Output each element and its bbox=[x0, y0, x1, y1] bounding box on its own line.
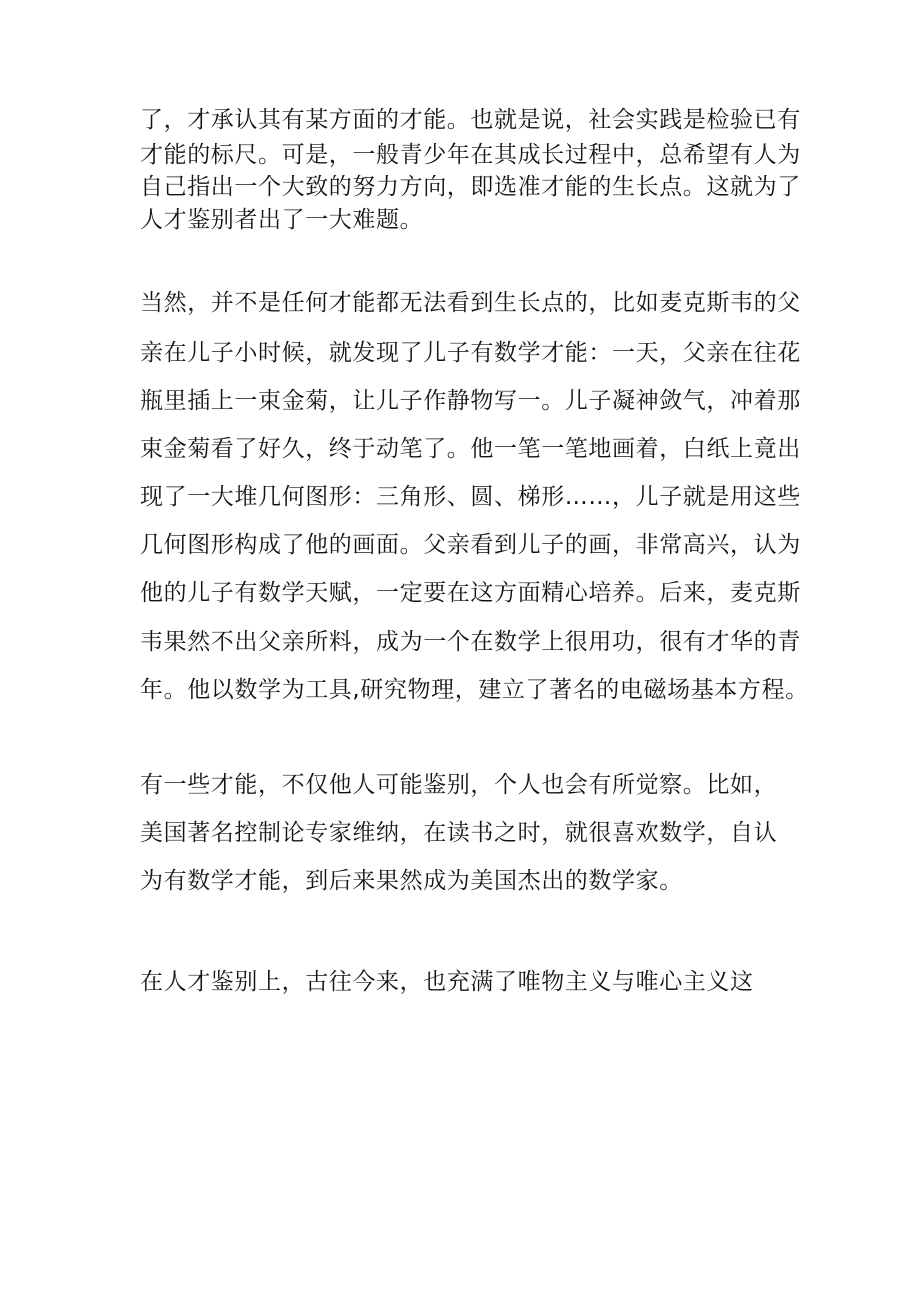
paragraph-3-line-1: 有一些才能，不仅他人可能鉴别，个人也会有所觉察。比如， bbox=[140, 772, 778, 798]
paragraph-2-line-8: 韦果然不出父亲所料，成为一个在数学上很用功，很有才华的青 bbox=[140, 629, 801, 655]
paragraph-2-line-2: 亲在儿子小时候，就发现了儿子有数学才能：一天，父亲在往花 bbox=[140, 340, 801, 366]
paragraph-2-line-3: 瓶里插上一束金菊，让儿子作静物写一。儿子凝神敛气，冲着那 bbox=[140, 388, 801, 414]
paragraph-3-line-3: 为有数学才能，到后来果然成为美国杰出的数学家。 bbox=[140, 868, 683, 894]
paragraph-2-line-9: 年。他以数学为工具,研究物理，建立了著名的电磁场基本方程。 bbox=[140, 677, 809, 703]
paragraph-1-line-1: 了，才承认其有某方面的才能。也就是说，社会实践是检验已有 bbox=[140, 107, 801, 133]
paragraph-1-line-2: 才能的标尺。可是，一般青少年在其成长过程中，总希望有人为 bbox=[140, 142, 801, 168]
paragraph-1-line-4: 人才鉴别者出了一大难题。 bbox=[140, 207, 424, 233]
paragraph-4-line-1: 在人才鉴别上，古往今来，也充满了唯物主义与唯心主义这 bbox=[140, 969, 754, 995]
paragraph-2-line-1: 当然，并不是任何才能都无法看到生长点的，比如麦克斯韦的父 bbox=[140, 290, 801, 316]
paragraph-2-line-4: 束金菊看了好久，终于动笔了。他一笔一笔地画着，白纸上竟出 bbox=[140, 436, 801, 462]
paragraph-1-line-3: 自己指出一个大致的努力方向，即选准才能的生长点。这就为了 bbox=[140, 174, 801, 200]
paragraph-2-line-7: 他的儿子有数学天赋，一定要在这方面精心培养。后来，麦克斯 bbox=[140, 580, 801, 606]
paragraph-2-line-5: 现了一大堆几何图形：三角形、圆、梯形……，儿子就是用这些 bbox=[140, 484, 801, 510]
paragraph-3-line-2: 美国著名控制论专家维纳，在读书之时，就很喜欢数学，自认 bbox=[140, 820, 778, 846]
paragraph-2-line-6: 几何图形构成了他的画面。父亲看到儿子的画，非常高兴，认为 bbox=[140, 532, 801, 558]
